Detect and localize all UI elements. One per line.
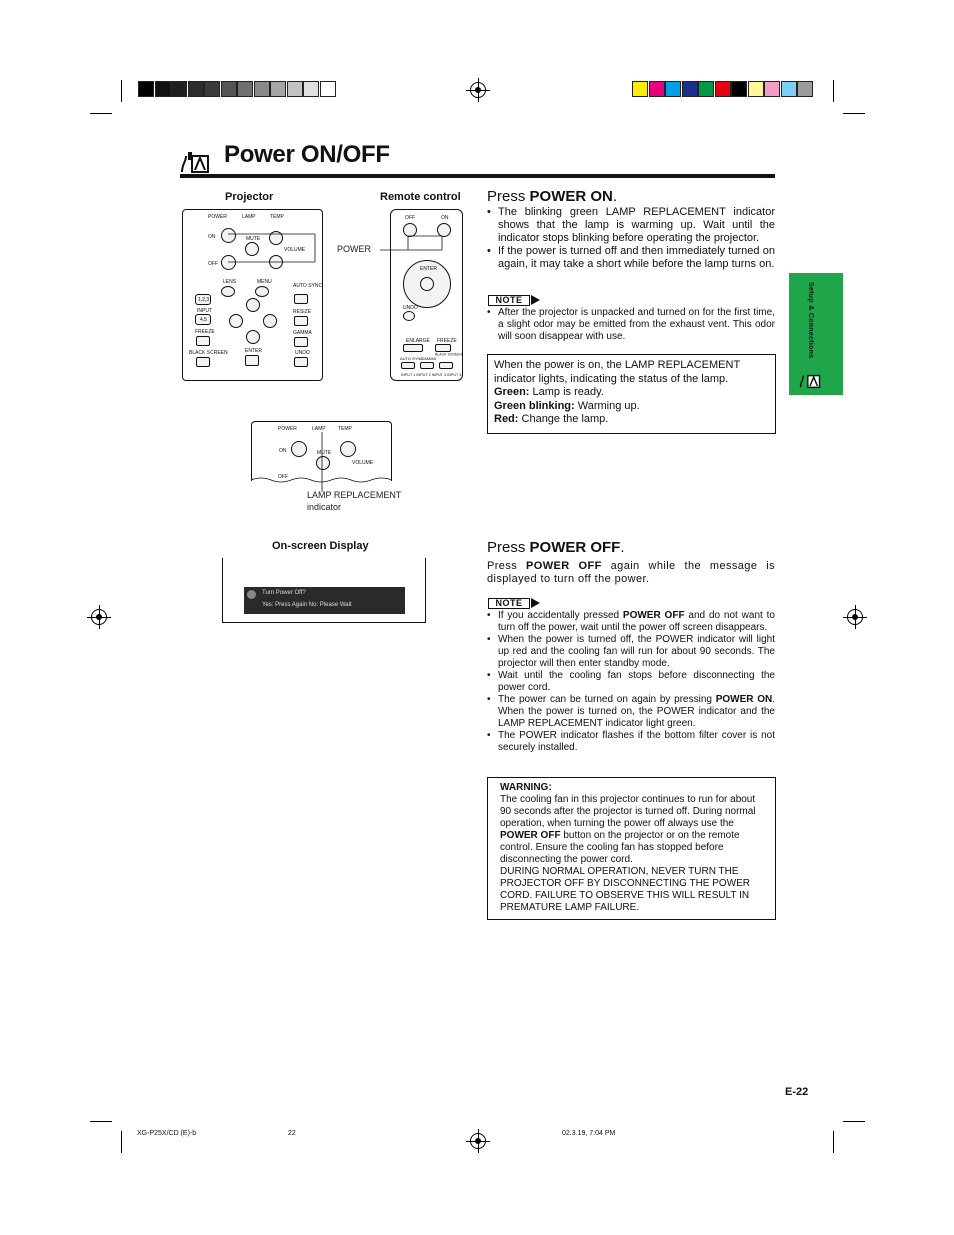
warning-caps: DURING NORMAL OPERATION, NEVER TURN THE PROJECTOR OFF BY DISCONNECTING THE POWER CORD. FAILURE TO OBSERVE THIS WILL RESULT IN PREMATURE LAMP FAILURE. (500, 866, 751, 913)
off-label: OFF (208, 261, 218, 267)
remote-input4-label: INPUT 4 (447, 372, 462, 378)
remote-input1-label: INPUT 1 (401, 372, 416, 378)
remote-off-label: OFF (405, 215, 415, 221)
onscreen-message-line2: Yes: Press Again No: Please Wait (262, 602, 352, 608)
lamp-status-red: Red: Change the lamp. (494, 413, 609, 425)
calibration-swatch (764, 81, 780, 97)
power-off-heading: Press POWER OFF. (487, 539, 625, 556)
enter-button[interactable] (245, 355, 259, 366)
calibration-swatch (188, 81, 204, 97)
detail-lamp-label: LAMP (312, 426, 326, 432)
remote-undo-button[interactable] (403, 311, 415, 321)
input-123-button[interactable]: 1,2,3 (195, 294, 211, 305)
calibration-swatch (731, 81, 747, 97)
remote-input3-label: INPUT 3 (431, 372, 447, 378)
calibration-swatch (715, 81, 731, 97)
power-on-notes (487, 307, 775, 343)
calibration-swatch (155, 81, 171, 97)
auto-sync-button[interactable] (294, 294, 308, 304)
remote-input-labels (401, 373, 461, 378)
detail-volume-up-button[interactable] (340, 441, 356, 457)
warning-text: The cooling fan in this projector continues to run for about 90 seconds after the projector is turned off. During normal operation, when turning the power off always use the POWER OFF button on the projector or on the remote control. Ensure the cooling fan has stopped before disconnecting the power cord. (500, 794, 756, 865)
lamp-status-green: Green: Lamp is ready. (494, 386, 604, 398)
list-item: • If the power is turned off and then immediately turned on again, it may take a short while before the lamp turns on. (487, 245, 775, 271)
note-arrow-icon (531, 598, 540, 608)
note-arrow-icon (531, 295, 540, 305)
gamma-button[interactable] (294, 337, 308, 347)
lens-button[interactable] (221, 286, 235, 297)
lamp-indicator-label: LAMP (242, 214, 256, 220)
calibration-swatch (797, 81, 813, 97)
arrow-right-button[interactable] (263, 314, 277, 328)
calibration-swatch (287, 81, 303, 97)
input-45-button[interactable]: 4,5 (195, 314, 211, 325)
undo-label: UNDO (295, 350, 310, 356)
lamp-status-box (487, 354, 776, 434)
remote-autosync-label: AUTO SYNC (400, 356, 424, 362)
freeze-label: FREEZE (195, 329, 215, 335)
page-number: E-22 (785, 1086, 809, 1098)
power-on-heading: Press POWER ON. (487, 188, 618, 205)
remote-enlarge-button[interactable] (403, 344, 423, 352)
onscreen-power-icon (247, 590, 256, 599)
calibration-swatch (254, 81, 270, 97)
crop-mark (121, 80, 122, 102)
calibration-swatch (204, 81, 220, 97)
arrow-left-button[interactable] (229, 314, 243, 328)
power-indicator-label: POWER (208, 214, 227, 220)
calibration-swatch (665, 81, 681, 97)
list-item: • The blinking green LAMP REPLACEMENT indicator shows that the lamp is warming up. Wait until the indicator stops blinking before operating the projector. (487, 206, 775, 245)
projector-label: Projector (225, 191, 274, 203)
warning-box (487, 777, 776, 920)
registration-mark-icon (470, 82, 486, 98)
list-item: • When the power is turned off, the POWER indicator will light up red and the cooling fan will run for about 90 seconds. The projector will then enter standby mode. (487, 634, 775, 670)
black-screen-label: BLACK SCREEN (189, 350, 228, 356)
onscreen-display-label: On-screen Display (272, 540, 369, 552)
registration-mark-icon (470, 1133, 486, 1149)
detail-off-label: OFF (278, 474, 288, 480)
lamp-status-blinking: Green blinking: Warming up. (494, 399, 640, 412)
remote-undo-label: UNDO (403, 305, 418, 311)
onscreen-message-line1: Turn Power Off? (262, 590, 306, 596)
lamp-callout-label-1: LAMP REPLACEMENT (307, 490, 402, 500)
resize-label: RESIZE (293, 309, 312, 315)
undo-button[interactable] (294, 357, 308, 367)
onscreen-message-bar (244, 587, 405, 614)
crop-mark (843, 1121, 865, 1122)
list-item: • If you accidentally pressed POWER OFF and do not want to turn off the power, wait until the power off screen disappears. (487, 610, 775, 634)
calibration-swatch (698, 81, 714, 97)
remote-on-label: ON (441, 215, 449, 221)
arrow-down-button[interactable] (246, 330, 260, 344)
crop-mark (833, 80, 834, 102)
remote-freeze-button[interactable] (435, 344, 451, 352)
list-item: • The power can be turned on again by pressing POWER ON. When the power is turned on, the POWER indicator and the LAMP REPLACEMENT indicator light green. (487, 694, 775, 730)
detail-volume-label: VOLUME (352, 460, 374, 466)
calibration-swatch (303, 81, 319, 97)
auto-sync-label: AUTO SYNC (293, 283, 323, 289)
lamp-callout-line (300, 420, 340, 495)
crop-mark (843, 113, 865, 114)
detail-mute-label: MUTE (317, 450, 332, 456)
crop-mark (90, 113, 112, 114)
footer-file-name: XG-P25X/CD (E)-b (137, 1130, 197, 1137)
remote-blackscreen-button[interactable] (439, 362, 453, 369)
lamp-callout-label-2: indicator (307, 502, 342, 512)
crop-mark (833, 1131, 834, 1153)
title-divider (180, 174, 775, 178)
note-badge: NOTE (488, 295, 530, 306)
freeze-button[interactable] (196, 336, 210, 346)
arrow-up-button[interactable] (246, 298, 260, 312)
volume-label: VOLUME (284, 247, 306, 253)
side-tab-label: Setup & Connections (807, 282, 814, 359)
resize-button[interactable] (294, 316, 308, 326)
list-item: • Wait until the cooling fan stops before disconnecting the power cord. (487, 670, 775, 694)
registration-mark-icon (91, 609, 107, 625)
remote-gamma-label: GAMMA (421, 356, 437, 362)
gamma-label: GAMMA (293, 330, 312, 336)
detail-temp-label: TEMP (338, 426, 352, 432)
crop-mark (90, 1121, 112, 1122)
menu-label: MENU (257, 279, 272, 285)
power-callout-lines (180, 200, 470, 280)
detail-power-label: POWER (278, 426, 297, 432)
remote-autosync-button[interactable] (401, 362, 415, 369)
list-item: • The POWER indicator flashes if the bottom filter cover is not securely installed. (487, 730, 775, 754)
remote-freeze-label: FREEZE (437, 338, 457, 344)
side-tab-plug-icon (799, 370, 821, 390)
calibration-swatch (781, 81, 797, 97)
enter-label: ENTER (245, 348, 262, 354)
remote-enter-label: ENTER (420, 266, 437, 272)
calibration-swatch (270, 81, 286, 97)
footer-date: 02.3.19, 7:04 PM (562, 1130, 616, 1137)
calibration-swatch (320, 81, 336, 97)
input-label: INPUT (197, 308, 212, 314)
menu-button[interactable] (255, 286, 269, 297)
calibration-swatch (748, 81, 764, 97)
power-off-heading-bold: POWER OFF (529, 539, 621, 556)
lamp-status-intro: When the power is on, the LAMP REPLACEMENT indicator lights, indicating the status of the lamp. (494, 359, 740, 385)
registration-mark-icon (847, 609, 863, 625)
calibration-swatch (632, 81, 648, 97)
black-screen-button[interactable] (196, 357, 210, 367)
power-off-intro: Press POWER OFF again while the message is displayed to turn off the power. (487, 560, 775, 585)
crop-mark (121, 1131, 122, 1153)
lens-label: LENS (223, 279, 237, 285)
calibration-swatch (171, 81, 187, 97)
calibration-swatch (237, 81, 253, 97)
calibration-swatch (138, 81, 154, 97)
remote-control-label: Remote control (380, 191, 461, 203)
power-on-bullets (487, 206, 775, 271)
remote-input2-label: INPUT 2 (416, 372, 431, 378)
power-callout-label: POWER (337, 244, 372, 254)
calibration-swatch (221, 81, 237, 97)
note-badge: NOTE (488, 598, 530, 609)
warning-label: WARNING: (500, 782, 552, 793)
temp-indicator-label: TEMP (270, 214, 284, 220)
calibration-swatch (682, 81, 698, 97)
mute-label: MUTE (246, 236, 261, 242)
on-label: ON (208, 234, 216, 240)
page-title: Power ON/OFF (224, 141, 390, 168)
power-off-notes (487, 610, 775, 754)
remote-gamma-button[interactable] (420, 362, 434, 369)
remote-enlarge-label: ENLARGE (406, 338, 430, 344)
list-item: • After the projector is unpacked and turned on for the first time, a slight odor may be emitted from the exhaust vent. This odor will soon disappear with use. (487, 307, 775, 343)
detail-on-label: ON (279, 448, 287, 454)
power-on-heading-bold: POWER ON (529, 188, 613, 205)
footer-page: 22 (288, 1130, 296, 1137)
remote-blackscreen-label: BLACK SCREEN (435, 352, 463, 358)
calibration-swatch (649, 81, 665, 97)
power-plug-icon (180, 150, 210, 174)
